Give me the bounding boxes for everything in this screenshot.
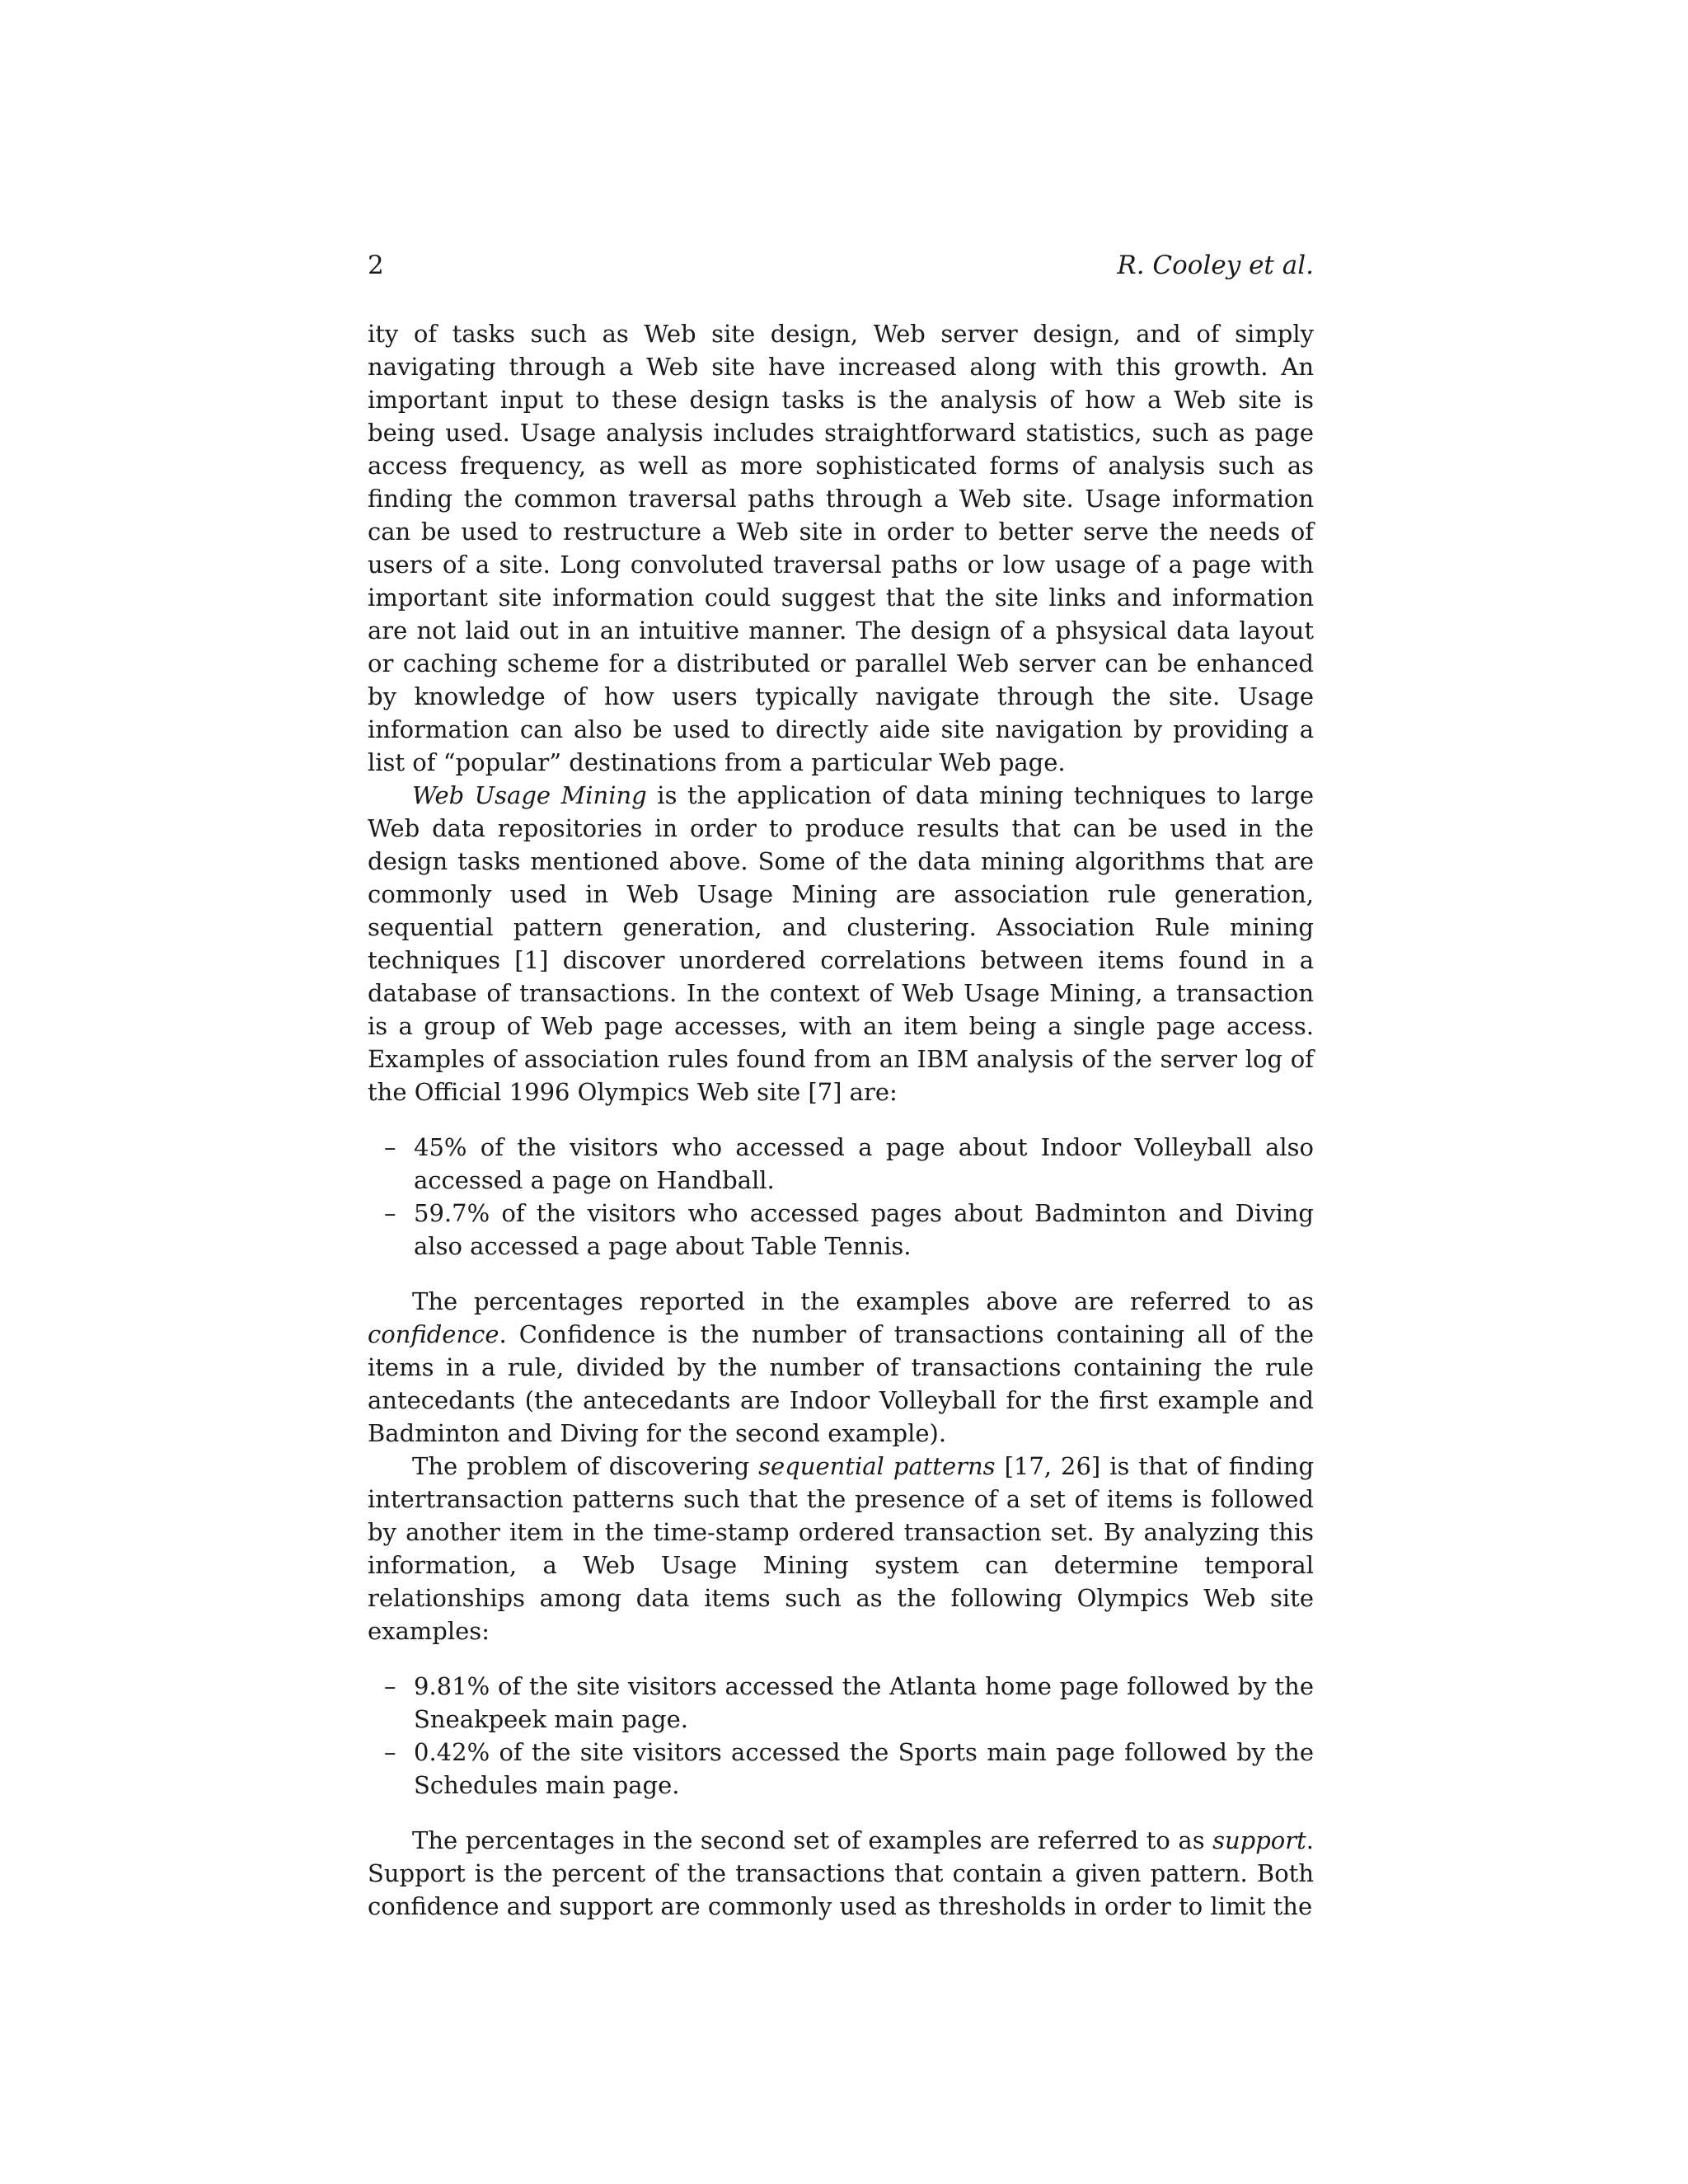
term-support: support: [1212, 1826, 1306, 1854]
list-item: [368, 1670, 1314, 1736]
paragraph-text: . Confidence is the number of transactions containing all of the items in a rule, divided by the number of transactions containing the rule antecedants (the antecedants are Indoor Volleyball for the first example and Badminton and Diving for the second example).: [368, 1320, 1314, 1447]
paragraph-web-usage-mining: [368, 779, 1314, 1108]
term-confidence: confidence: [368, 1320, 499, 1348]
paragraph-text: is the application of data mining techniques to large Web data repositories in order to produce results that can be used in the design tasks mentioned above. Some of the data mining algorithms that are commonly used in Web Usage Mining are association rule generation, sequential pattern generation, and clustering. Association Rule mining techniques [1] discover unordered correlations between items found in a database of transactions. In the context of Web Usage Mining, a transaction is a group of Web page accesses, with an item being a single page access. Examples of association rules found from an IBM analysis of the server log of the Official 1996 Olympics Web site [7] are:: [368, 781, 1315, 1106]
paragraph-text: [17, 26] is that of finding intertransaction patterns such that the presence of a set of items is followed by another item in the time-stamp ordered transaction set. By analyzing this information, a Web Usage Mining system can determine temporal relationships among data items such as the following Olympics Web site examples:: [368, 1452, 1315, 1645]
page-header: [368, 247, 1314, 284]
sequential-pattern-examples: [368, 1670, 1314, 1802]
association-rule-examples: [368, 1131, 1314, 1263]
dash-bullet: –: [384, 1133, 396, 1161]
paragraph-support: [368, 1824, 1314, 1923]
paragraph-usage-analysis: ity of tasks such as Web site design, Web server design, and of simply navigating through a Web site have increased along with this growth. An important input to these design tasks is the analysis of how a Web site is being used. Usage analysis includes straightforward statistics, such as page access frequency, as well as more sophisticated forms of analysis such as finding the common traversal paths through a Web site. Usage information can be used to restructure a Web site in order to better serve the needs of users of a site. Long convoluted traversal paths or low usage of a page with important site information could suggest that the site links and information are not laid out in an intuitive manner. The design of a phsysical data layout or caching scheme for a distributed or parallel Web server can be enhanced by knowledge of how users typically navigate through the site. Usage information can also be used to directly aide site navigation by providing a list of “popular” destinations from a particular Web page.: [368, 320, 1314, 776]
page-number: 2: [368, 251, 384, 280]
paragraph-text: The percentages reported in the examples above are referred to as: [412, 1287, 1314, 1315]
paragraph-text: The percentages in the second set of examples are referred to as: [412, 1826, 1213, 1854]
running-head: R. Cooley et al.: [1117, 251, 1314, 280]
list-item-text: 0.42% of the site visitors accessed the Sports main page followed by the Schedules main page.: [414, 1738, 1314, 1799]
list-item-text: 9.81% of the site visitors accessed the Atlanta home page followed by the Sneakpeek main page.: [414, 1672, 1314, 1733]
paragraph-confidence: [368, 1285, 1314, 1450]
dash-bullet: –: [384, 1199, 396, 1227]
term-sequential-patterns: sequential patterns: [758, 1452, 996, 1480]
paragraph-text: . Support is the percent of the transactions that contain a given pattern. Both confidence and support are commonly used as thresholds in order to limit the: [368, 1826, 1314, 1920]
list-item-text: 45% of the visitors who accessed a page about Indoor Volleyball also accessed a page on Handball.: [414, 1133, 1314, 1194]
list-item: [368, 1197, 1314, 1263]
dash-bullet: –: [384, 1738, 396, 1766]
list-item-text: 59.7% of the visitors who accessed pages about Badminton and Diving also accessed a page about Table Tennis.: [414, 1199, 1314, 1260]
term-web-usage-mining: Web Usage Mining: [412, 781, 647, 809]
dash-bullet: –: [384, 1672, 396, 1700]
paragraph-text: The problem of discovering: [412, 1452, 759, 1480]
list-item: [368, 1131, 1314, 1197]
body-text: [368, 317, 1314, 1923]
list-item: [368, 1736, 1314, 1802]
paragraph-sequential-patterns: [368, 1450, 1314, 1647]
